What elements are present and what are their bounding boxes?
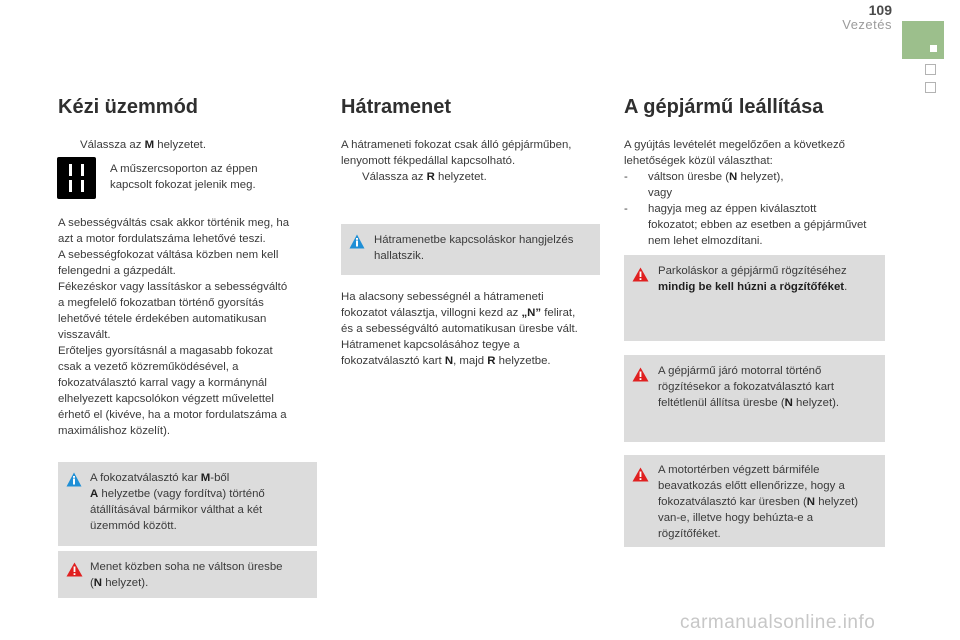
display-caption: A műszercsoporton az éppen kapcsolt fokozat jelenik meg. bbox=[110, 163, 258, 191]
title-reverse: Hátramenet bbox=[341, 96, 452, 118]
stopping-intro: A gyújtás levételét megelőzően a következő lehetőségek közül választhat: bbox=[624, 139, 845, 167]
warning-box-engine-bay: A motortérben végzett bármiféle beavatkozás előtt ellenőrizze, hogy a fokozatválasztó kar üresben (N helyzet) van-e, illetve hogy behúzta-e a rögzítőféket. bbox=[624, 455, 885, 547]
title-stopping: A gépjármű leállítása bbox=[624, 96, 824, 118]
section-tab-active bbox=[902, 21, 944, 59]
tab-marker bbox=[930, 45, 937, 52]
stopping-option-neutral: váltson üresbe (N helyzet), vagy bbox=[648, 171, 784, 199]
dash-bullet: - bbox=[624, 203, 628, 215]
warning-icon bbox=[632, 467, 649, 482]
info-icon bbox=[66, 472, 82, 488]
warning-box-parking-brake: Parkoláskor a gépjármű rögzítéséhez mindig be kell húzni a rögzítőféket. bbox=[624, 255, 885, 341]
info-box-mode-switch: A fokozatválasztó kar M-ből A helyzetbe (vagy fordítva) történő átállításával bármikor válthat a két üzemmód között. bbox=[58, 462, 317, 546]
warning-icon bbox=[632, 267, 649, 282]
title-manual-mode: Kézi üzemmód bbox=[58, 96, 199, 118]
reverse-bullet: Válassza az R helyzetet. bbox=[362, 171, 487, 183]
stopping-option-gear: hagyja meg az éppen kiválasztott fokozatot; ebben az esetben a gépjárművet nem lehet elmozdítani. bbox=[648, 203, 867, 247]
warning-icon bbox=[66, 562, 83, 577]
warning-box-engine-running: A gépjármű járó motorral történő rögzítésekor a fokozatválasztó kart feltétlenül állítsa üresbe (N helyzet). bbox=[624, 355, 885, 442]
watermark: carmanualsonline.info bbox=[680, 612, 876, 633]
manual-mode-bullet: Válassza az M helyzetet. bbox=[80, 139, 207, 151]
reverse-body: Ha alacsony sebességnél a hátrameneti fokozatot választja, villogni kezd az „N” felirat, és a sebességváltó automatikusan üresbe vált. Hátramenet kapcsolásához tegye a fokozatválasztó kart N, majd R helyzetbe. bbox=[341, 291, 578, 367]
gear-display-icon bbox=[57, 157, 96, 199]
dash-bullet: - bbox=[624, 171, 628, 183]
manual-mode-body: A sebességváltás csak akkor történik meg, ha azt a motor fordulatszáma lehetővé teszi. A sebességfokozat váltása közben nem kell felengedni a gázpedált. Fékezéskor vagy lassításkor a sebességváltó a megfelelő fokozatban történő gyorsítás lehetővé tétele érdekében automatikusan visszavált. Erőteljes gyorsításnál a magasabb fokozat csak a vezető közreműködésével, a fokozatválasztó karral vagy a kormánynál elhelyezett kapcsolókon végzett művelettel érhető el (kivéve, ha a motor fordulatszáma a maximálishoz közelít). bbox=[58, 217, 290, 437]
page-number: 109 bbox=[868, 2, 892, 18]
section-label: Vezetés bbox=[842, 17, 892, 32]
info-box-reverse-beep: Hátramenetbe kapcsoláskor hangjelzés hallatszik. bbox=[341, 224, 600, 275]
section-tab-empty bbox=[925, 82, 936, 93]
info-icon bbox=[349, 234, 365, 250]
section-tab-empty bbox=[925, 64, 936, 75]
reverse-intro: A hátrameneti fokozat csak álló gépjárműben, lenyomott fékpedállal kapcsolható. bbox=[341, 139, 572, 167]
warning-box-neutral: Menet közben soha ne váltson üresbe (N helyzet). bbox=[58, 551, 317, 598]
warning-icon bbox=[632, 367, 649, 382]
